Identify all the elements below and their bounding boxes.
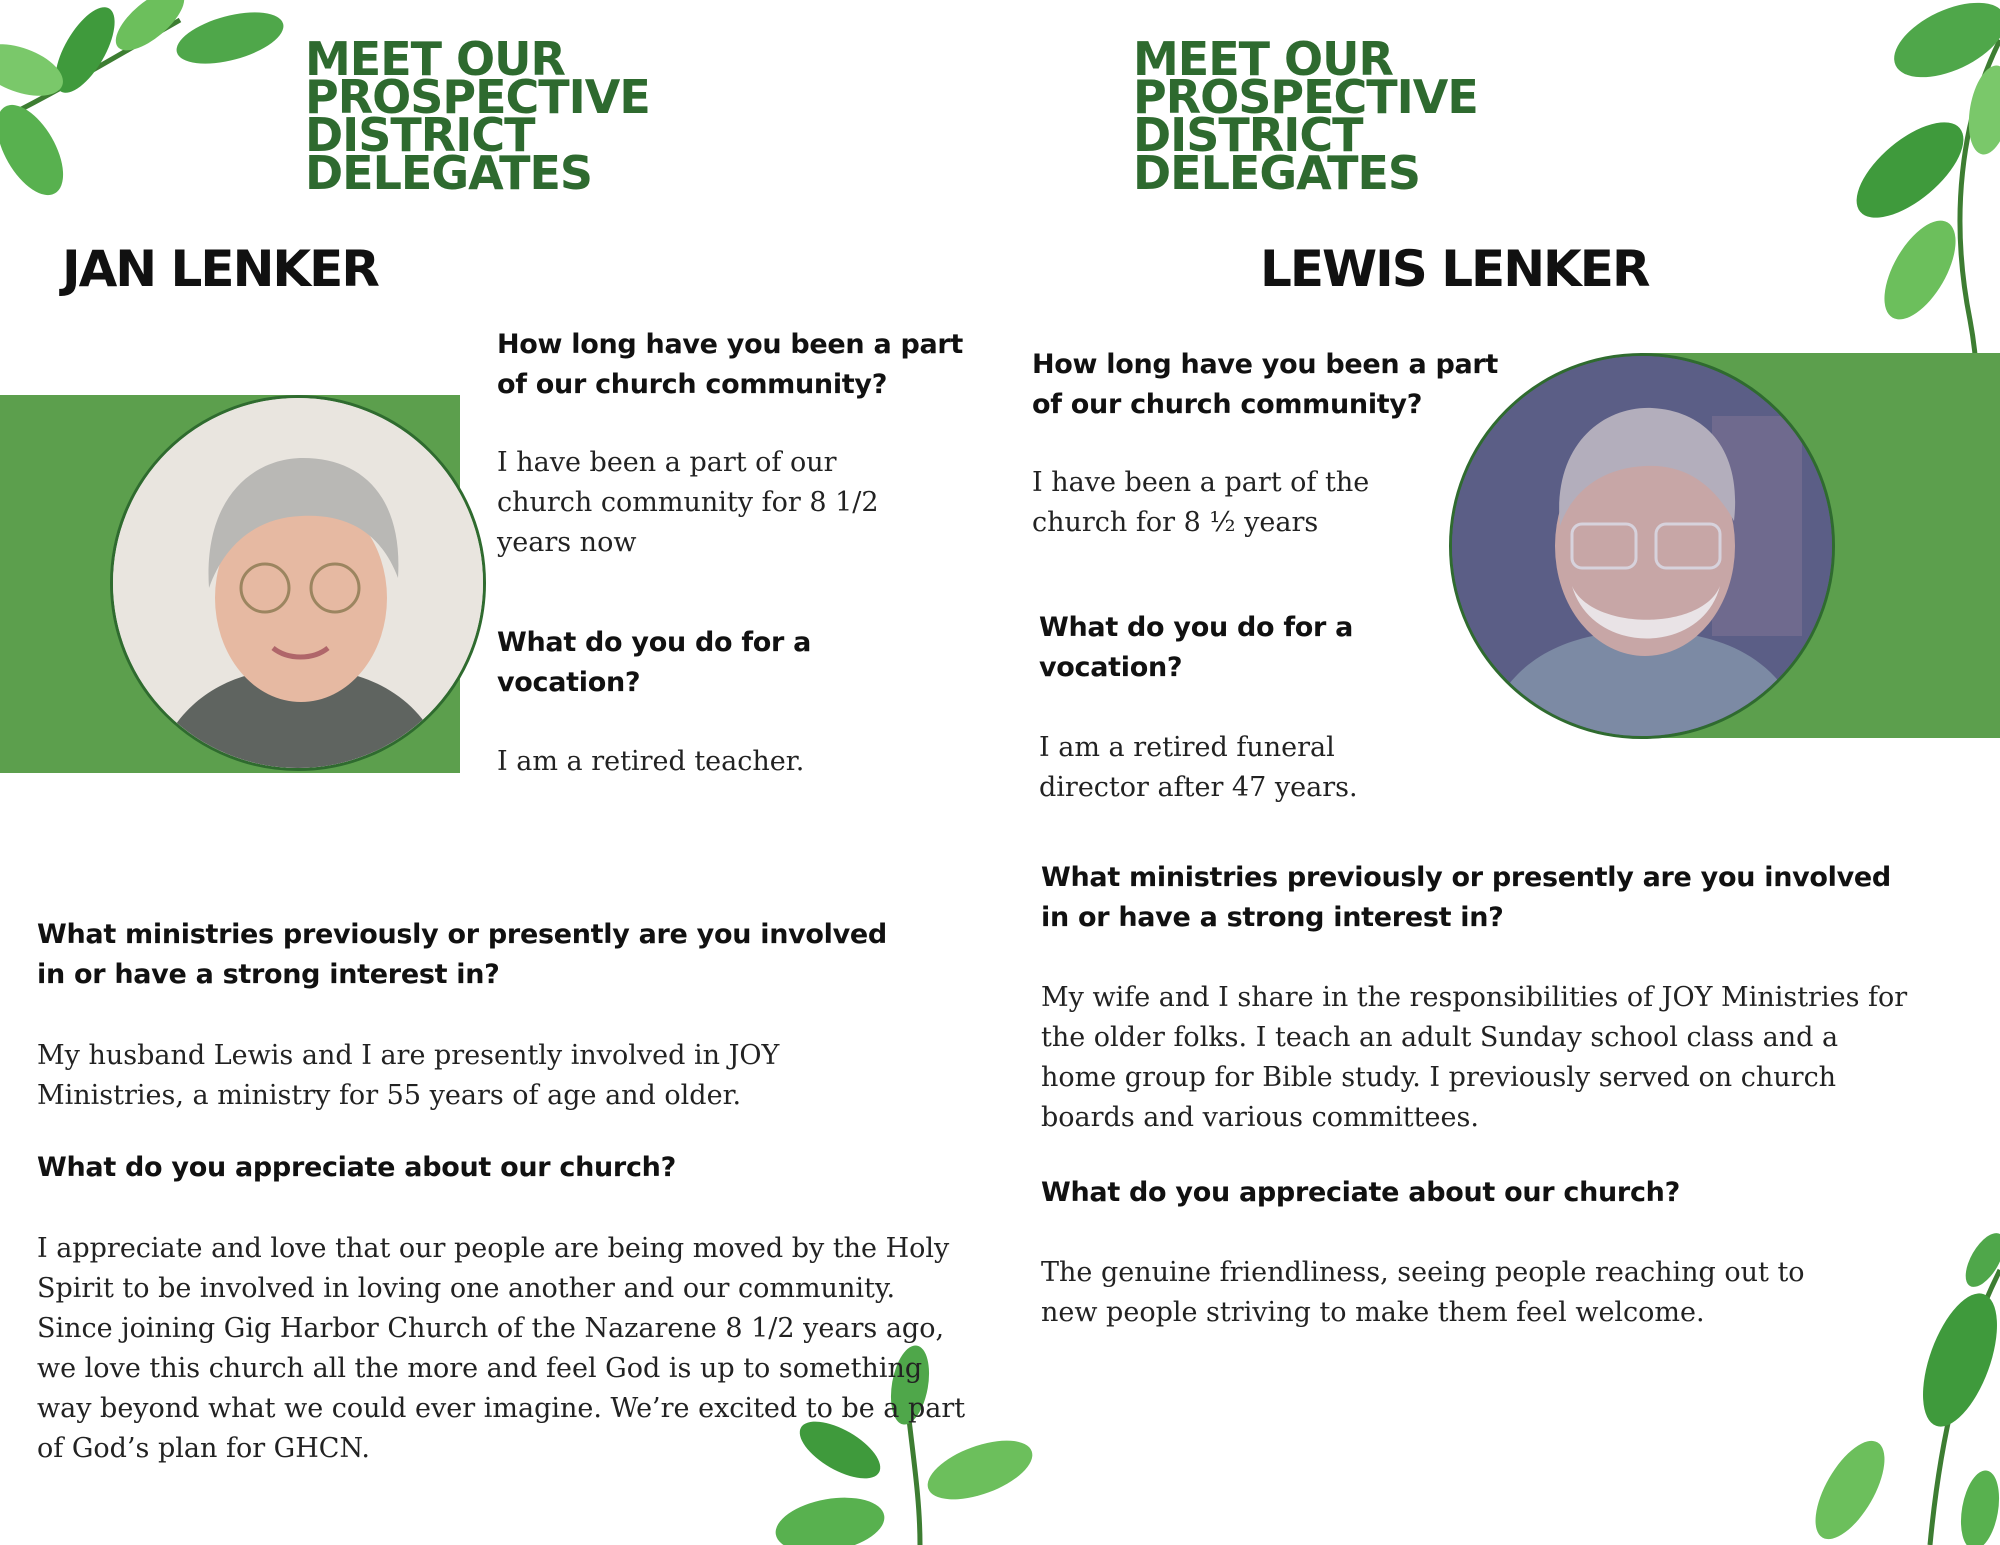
- right-question-4: What do you appreciate about our church?: [1041, 1177, 1680, 1208]
- right-answer-4: The genuine friendliness, seeing people reaching out to new people striving to make them feel welcome.: [1041, 1257, 1805, 1328]
- right-answer-2: I am a retired funeral director after 47 years.: [1039, 732, 1358, 803]
- right-question-2: What do you do for a vocation?: [1039, 612, 1354, 683]
- left-portrait-photo: [110, 395, 486, 771]
- right-delegate-name: LEWIS LENKER: [1260, 240, 1649, 298]
- left-question-2: What do you do for a vocation?: [497, 627, 812, 698]
- left-headline: MEET OUR PROSPECTIVE DISTRICT DELEGATES: [305, 32, 650, 200]
- left-delegate-name: JAN LENKER: [62, 240, 378, 298]
- left-question-3: What ministries previously or presently are you involved in or have a strong interest in?: [37, 919, 887, 990]
- right-question-1: How long have you been a part of our church community?: [1032, 349, 1499, 420]
- leaf-branch-top-left-icon: [0, 0, 290, 200]
- left-question-1: How long have you been a part of our church community?: [497, 329, 964, 400]
- portrait-woman-icon: [113, 398, 486, 771]
- right-headline: MEET OUR PROSPECTIVE DISTRICT DELEGATES: [1133, 32, 1478, 200]
- left-answer-4: I appreciate and love that our people are being moved by the Holy Spirit to be involved in loving one another and our community. Since joining Gig Harbor Church of the Nazarene 8 1/2 years ago, we love this church all the more and feel God is up to something way beyond what we could ever imagine. We’re excited to be a part of God’s plan for GHCN.: [37, 1233, 966, 1464]
- right-answer-1: I have been a part of the church for 8 ½ years: [1032, 467, 1370, 538]
- right-question-3: What ministries previously or presently are you involved in or have a strong interest in?: [1041, 862, 1891, 933]
- left-question-4: What do you appreciate about our church?: [37, 1152, 676, 1183]
- left-answer-2: I am a retired teacher.: [497, 746, 805, 777]
- right-answer-3: My wife and I share in the responsibilities of JOY Ministries for the older folks. I teach an adult Sunday school class and a home group for Bible study. I previously served on church boards and various committees.: [1041, 982, 1908, 1133]
- left-answer-1: I have been a part of our church community for 8 1/2 years now: [497, 447, 879, 558]
- left-answer-3: My husband Lewis and I are presently involved in JOY Ministries, a ministry for 55 years of age and older.: [37, 1040, 780, 1111]
